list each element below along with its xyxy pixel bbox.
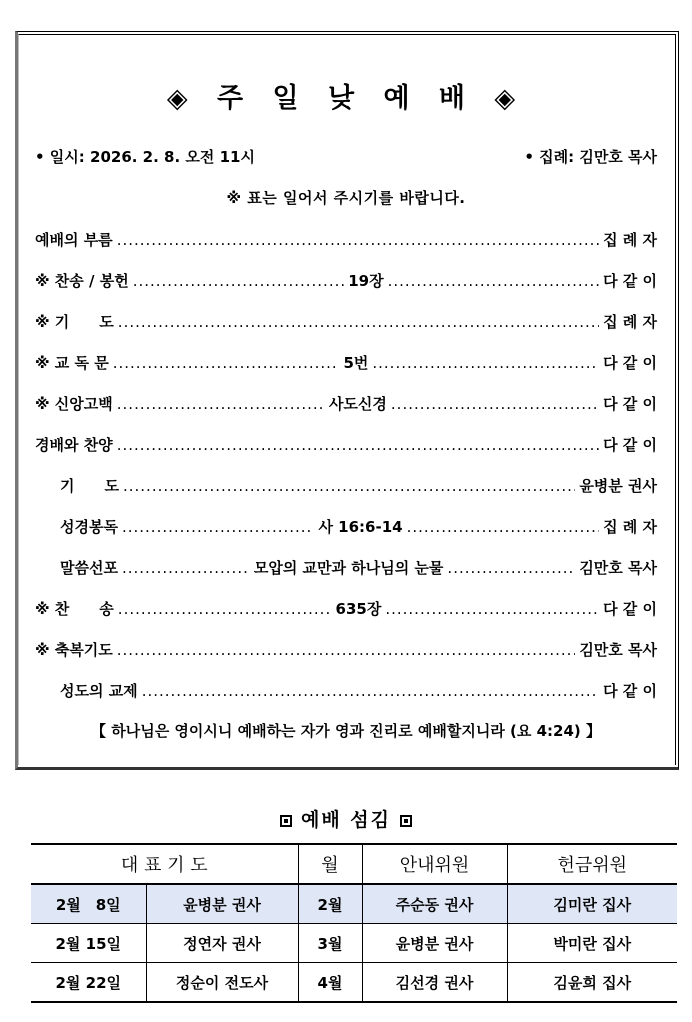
order-item: ※ 축복기도 ..... 김만호 목사 xyxy=(35,639,657,661)
service-title: ◈ 주 일 낮 예 배 ◈ xyxy=(166,83,526,114)
square-icon xyxy=(280,815,292,827)
order-item: 예배의 부름 ..... 집 례 자 xyxy=(35,229,657,251)
table-header xyxy=(31,844,677,884)
header-prayer: 대 표 기 도 xyxy=(31,844,298,884)
order-item: 기 도 ..... 윤병분 권사 xyxy=(60,475,657,497)
square-icon xyxy=(400,815,412,827)
standing-notice: ※ 표는 일어서 주시기를 바랍니다. xyxy=(226,189,466,207)
order-item: ※ 찬송 / 봉헌 ..... 19장 ..... 다 같 이 xyxy=(35,270,657,292)
table-row: 2월 15일 정연자 권사 3월 윤병분 권사 박미란 집사 xyxy=(31,924,677,963)
service-officiant: • 집례: 김만호 목사 xyxy=(524,148,657,166)
order-item: 경배와 찬양 ..... 다 같 이 xyxy=(35,434,657,456)
service-datetime: • 일시: 2026. 2. 8. 오전 11시 xyxy=(35,148,255,166)
order-item: 성도의 교제 ..... 다 같 이 xyxy=(60,680,657,702)
service-duty-table xyxy=(31,843,677,1003)
order-item: ※ 신앙고백 ..... 사도신경 ..... 다 같 이 xyxy=(35,393,657,415)
order-item: ※ 교 독 문 ..... 5번 ..... 다 같 이 xyxy=(35,352,657,374)
service-duty-title: 예배 섬김 xyxy=(0,805,692,832)
order-item: 성경봉독 ..... 사 16:6-14 ..... 집 례 자 xyxy=(60,516,657,538)
header-usher: 안내위원 xyxy=(362,844,507,884)
scripture-verse: 【 하나님은 영이시니 예배하는 자가 영과 진리로 예배할지니라 (요 4:24) 】 xyxy=(91,722,601,740)
table-row: 2월 22일 정순이 전도사 4월 김선경 권사 김윤희 집사 xyxy=(31,963,677,1003)
header-month: 월 xyxy=(298,844,362,884)
order-item: ※ 찬 송 ..... 635장 ..... 다 같 이 xyxy=(35,598,657,620)
table-row: 2월 8일 윤병분 권사 2월 주순동 권사 김미란 집사 xyxy=(31,884,677,924)
order-item: ※ 기 도 ..... 집 례 자 xyxy=(35,311,657,333)
header-offering: 헌금위원 xyxy=(507,844,677,884)
order-item: 말씀선포 ..... 모압의 교만과 하나님의 눈물 ..... 김만호 목사 xyxy=(60,557,657,579)
